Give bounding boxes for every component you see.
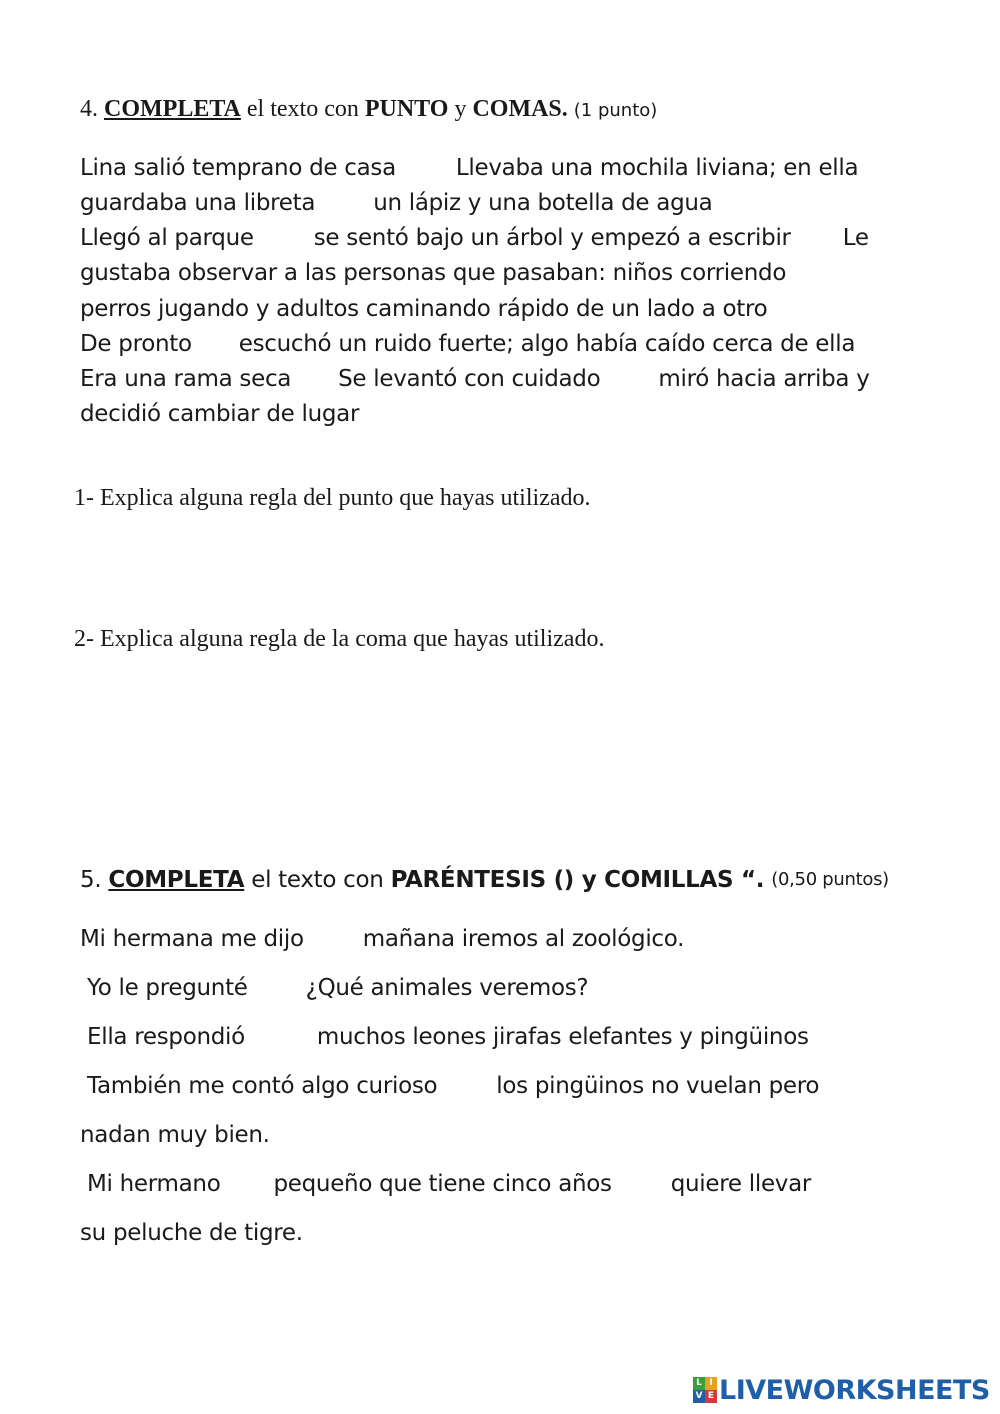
punto-label: PUNTO xyxy=(364,96,449,122)
text-fragment: También me contó algo curioso xyxy=(87,1073,438,1099)
points-label: (1 punto) xyxy=(573,100,658,121)
section-number: 4. xyxy=(80,96,104,122)
text5-line-3 xyxy=(87,1024,809,1050)
answer-area-1[interactable] xyxy=(74,520,934,600)
question-1: 1- Explica alguna regla del punto que hayas utilizado. xyxy=(74,485,591,511)
text-fragment: guardaba una libreta xyxy=(80,190,316,216)
text5-line-7: su peluche de tigre. xyxy=(80,1220,303,1246)
logo-tile: E xyxy=(705,1390,717,1403)
text4-line-1 xyxy=(80,155,858,181)
completa-label: COMPLETA xyxy=(108,867,245,893)
text5-line-6 xyxy=(87,1171,811,1197)
text-fragment: miró hacia arriba y xyxy=(658,366,870,392)
text4-line-4: gustaba observar a las personas que pasaban: niños corriendo xyxy=(80,260,787,286)
section-5-heading xyxy=(80,867,889,893)
text-fragment: Ella respondió xyxy=(87,1024,245,1050)
text-fragment: Le xyxy=(842,225,869,251)
text-fragment: pequeño que tiene cinco años xyxy=(273,1171,612,1197)
text-fragment: Yo le pregunté xyxy=(87,975,248,1001)
section-number: 5. xyxy=(80,867,109,893)
section-4-heading xyxy=(80,96,657,123)
text-fragment: Llevaba una mochila liviana; en ella xyxy=(455,155,859,181)
logo-tile: V xyxy=(693,1390,705,1403)
text-fragment: un lápiz y una botella de agua xyxy=(373,190,713,216)
heading-text: el texto con xyxy=(244,867,391,893)
text-fragment: Se levantó con cuidado xyxy=(338,366,601,392)
text-fragment: Lina salió temprano de casa xyxy=(80,155,396,181)
comas-label: COMAS. xyxy=(472,96,568,122)
text-fragment: De pronto xyxy=(80,331,192,357)
text-fragment: ¿Qué animales veremos? xyxy=(305,975,589,1001)
text-fragment: Llegó al parque xyxy=(80,225,254,251)
text-fragment: Mi hermana me dijo xyxy=(80,926,304,952)
text5-line-1 xyxy=(80,926,684,952)
question-2: 2- Explica alguna regla de la coma que hayas utilizado. xyxy=(74,626,605,652)
heading-text: el texto con xyxy=(240,96,365,122)
logo-tile: I xyxy=(705,1377,717,1390)
text4-line-2 xyxy=(80,190,712,216)
text-fragment: Era una rama seca xyxy=(80,366,292,392)
liveworksheets-logo xyxy=(693,1374,990,1406)
points-label: (0,50 puntos) xyxy=(771,869,889,890)
liveworksheets-logo-icon xyxy=(693,1377,717,1403)
text5-line-5: nadan muy bien. xyxy=(80,1122,270,1148)
text4-line-3 xyxy=(80,225,869,251)
text-fragment: escuchó un ruido fuerte; algo había caído cerca de ella xyxy=(238,331,856,357)
text4-line-7 xyxy=(80,366,870,392)
parentesis-comillas-label: PARÉNTESIS () y COMILLAS “. xyxy=(390,867,765,893)
text4-line-6 xyxy=(80,331,855,357)
text4-line-5: perros jugando y adultos caminando rápido de un lado a otro xyxy=(80,296,768,322)
text-fragment: los pingüinos no vuelan pero xyxy=(496,1073,820,1099)
text4-line-8: decidió cambiar de lugar xyxy=(80,401,360,427)
answer-area-2[interactable] xyxy=(74,662,934,822)
text-fragment: muchos leones jirafas elefantes y pingüinos xyxy=(316,1024,809,1050)
text-fragment: mañana iremos al zoológico. xyxy=(362,926,685,952)
text5-line-2 xyxy=(87,975,588,1001)
completa-label: COMPLETA xyxy=(104,96,241,122)
text-fragment: Mi hermano xyxy=(87,1171,221,1197)
heading-text: y xyxy=(448,96,473,122)
logo-text: LIVEWORKSHEETS xyxy=(719,1374,990,1406)
text-fragment: quiere llevar xyxy=(670,1171,812,1197)
text-fragment: se sentó bajo un árbol y empezó a escribir xyxy=(313,225,791,251)
text5-line-4 xyxy=(87,1073,819,1099)
logo-tile: L xyxy=(693,1377,705,1390)
